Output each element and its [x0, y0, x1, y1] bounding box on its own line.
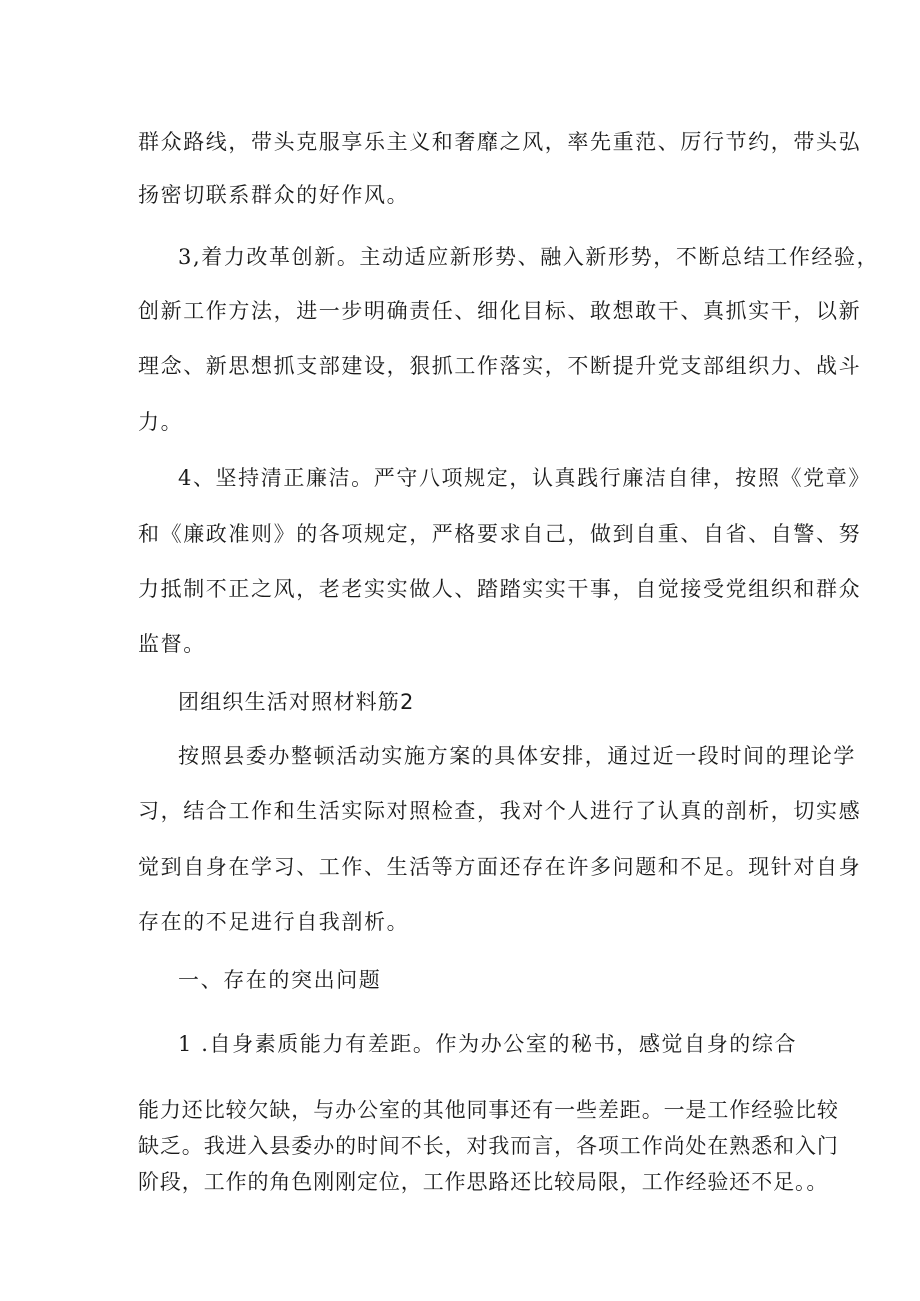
paragraph-line: 阶段，工作的角色刚刚定位，工作思路还比较局限，工作经验还不足。。 [138, 1170, 829, 1194]
paragraph-line: 缺乏。我进入县委办的时间不长，对我而言，各项工作尚处在熟悉和入门 [138, 1134, 839, 1158]
paragraph-line: 和《廉政准则》的各项规定，严格要求自己，做到自重、自省、自警、努 [138, 522, 862, 546]
paragraph-line: 理念、新思想抓支部建设，狠抓工作落实，不断提升党支部组织力、战斗 [138, 354, 862, 378]
paragraph-line: 力抵制不正之风，老老实实做人、踏踏实实干事，自觉接受党组织和群众 [138, 577, 862, 601]
paragraph-line: 创新工作方法，进一步明确责任、细化目标、敢想敢干、真抓实干，以新 [138, 299, 862, 323]
paragraph-line: 能力还比较欠缺，与办公室的其他同事还有一些差距。一是工作经验比较 [138, 1098, 839, 1122]
section-heading: 一、存在的突出问题 [178, 968, 382, 992]
section-title: 团组织生活对照材料筋2 [178, 690, 415, 714]
paragraph-line: 群众路线，带头克服享乐主义和奢靡之风，率先重范、厉行节约，带头弘 [138, 130, 862, 154]
paragraph-line: 监督。 [138, 632, 206, 656]
paragraph-line: 3,着力改革创新。主动适应新形势、融入新形势，不断总结工作经验， [178, 245, 880, 269]
paragraph-line: 习，结合工作和生活实际对照检查，我对个人进行了认真的剖析，切实感 [138, 799, 862, 823]
paragraph-line: 1 .自身素质能力有差距。作为办公室的秘书，感觉自身的综合 [178, 1032, 798, 1056]
paragraph-line: 扬密切联系群众的好作风。 [138, 183, 410, 207]
paragraph-line: 力。 [138, 410, 184, 434]
paragraph-line: 按照县委办整顿活动实施方案的具体安排，通过近一段时间的理论学 [178, 744, 856, 768]
paragraph-line: 觉到自身在学习、工作、生活等方面还存在许多问题和不足。现针对自身 [138, 855, 862, 879]
paragraph-line: 4、坚持清正廉洁。严守八项规定，认真践行廉洁自律，按照《党章》 [178, 466, 871, 490]
paragraph-line: 存在的不足进行自我剖析。 [138, 910, 410, 934]
